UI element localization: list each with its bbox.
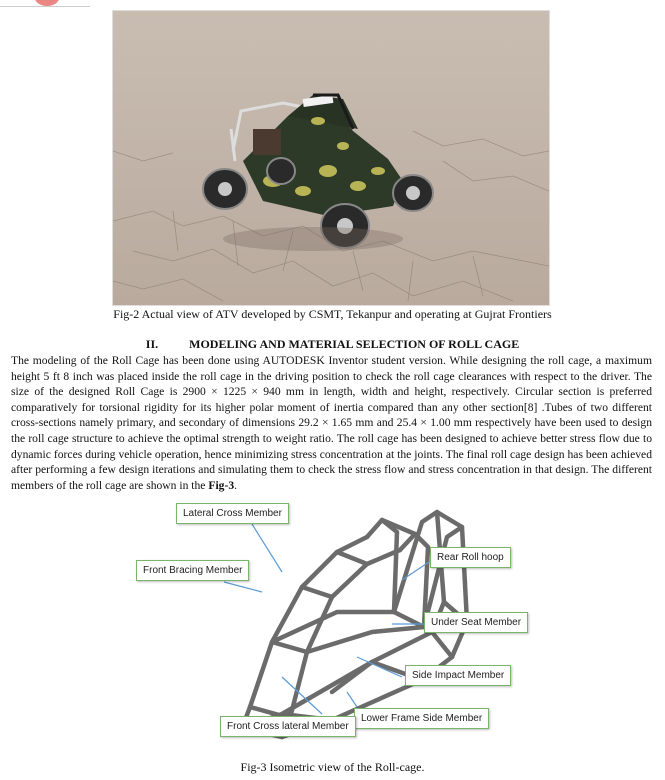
figure-reference: Fig-3 bbox=[208, 478, 235, 492]
section-body bbox=[11, 353, 652, 493]
label-front-cross-lateral-member: Front Cross lateral Member bbox=[220, 716, 356, 737]
header-rule bbox=[0, 6, 90, 7]
roll-cage-figure bbox=[132, 492, 532, 754]
figure-3-caption: Fig-3 Isometric view of the Roll-cage. bbox=[240, 760, 425, 774]
label-under-seat-member: Under Seat Member bbox=[424, 612, 528, 633]
atv-photo bbox=[112, 10, 550, 306]
label-rear-roll-hoop: Rear Roll hoop bbox=[430, 547, 511, 568]
section-heading bbox=[0, 337, 665, 352]
label-lateral-cross-member: Lateral Cross Member bbox=[176, 503, 289, 524]
section-title: MODELING AND MATERIAL SELECTION OF ROLL CAGE bbox=[189, 337, 520, 351]
section-number: II. bbox=[145, 337, 159, 351]
figure-2-caption: Fig-2 Actual view of ATV developed by CSMT, Tekanpur and operating at Gujrat Frontiers bbox=[113, 307, 552, 321]
label-lower-frame-side-member: Lower Frame Side Member bbox=[354, 708, 489, 729]
body-end: . bbox=[234, 478, 238, 492]
label-front-bracing-member: Front Bracing Member bbox=[136, 560, 249, 581]
atv-photo-drawing bbox=[113, 11, 549, 305]
label-side-impact-member: Side Impact Member bbox=[405, 665, 511, 686]
body-text: The modeling of the Roll Cage has been done using AUTODESK Inventor student version. While designing the roll cage, a maximum height 5 ft 8 inch was placed inside the roll cage in the driving position to check the roll cage clearances with respect to the driver. The size of the designed Roll Cage is 2900 × 1225 × 940 mm in length, width and height, respectively. Circular section is preferred comparatively for torsional rigidity for its higher polar moment of inertia compared than any other section[8] .Tubes of two different cross-sections namely primary, and secondary of dimensions 29.2 × 1.65 mm and 25.4 × 1.00 mm respectively have been used to design the roll cage structure to achieve the optimal strength to weight ratio. The roll cage has been designed to achieve better stress flow due to dynamic forces during vehicle operation, hence minimizing stress concentration at the joints. The final roll cage design has been achieved after performing a few design iterations and simulating them to check the stress flow and stress concentration in that design. The different members of the roll cage are shown in the bbox=[11, 354, 652, 492]
